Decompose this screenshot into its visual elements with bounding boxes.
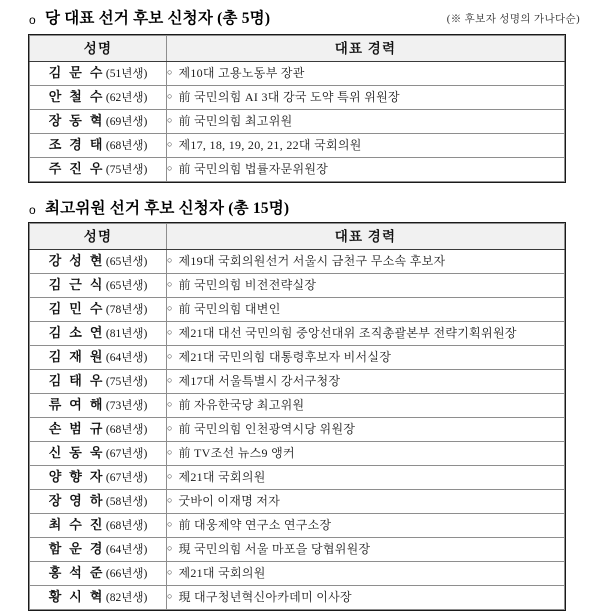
candidate-name: 김 근 식 <box>48 277 105 292</box>
circle-bullet-icon: ○ <box>167 543 173 554</box>
circle-bullet-icon: ○ <box>167 471 173 482</box>
candidate-name-cell <box>30 490 167 514</box>
candidate-name: 장 영 하 <box>48 493 105 508</box>
table-row <box>30 514 565 538</box>
candidate-name-cell <box>30 370 167 394</box>
candidate-name: 홍 석 준 <box>48 565 105 580</box>
table-row <box>30 346 565 370</box>
section-title: 당 대표 선거 후보 신청자 (총 5명) <box>45 10 271 27</box>
candidate-name-cell <box>30 466 167 490</box>
candidate-birth-year: (69년생) <box>105 116 148 128</box>
candidate-career-cell <box>167 322 565 346</box>
candidate-birth-year: (65년생) <box>105 256 148 268</box>
candidate-name: 조 경 태 <box>48 137 105 152</box>
candidate-career-text: 現 국민의힘 서울 마포을 당협위원장 <box>178 541 371 556</box>
candidate-career-text: 前 국민의힘 법률자문위원장 <box>178 161 329 176</box>
candidate-career-cell <box>167 274 565 298</box>
candidate-name-cell <box>30 110 167 134</box>
candidate-career-cell <box>167 110 565 134</box>
column-header-name: 성명 <box>30 224 167 250</box>
circle-bullet-icon: ○ <box>167 279 173 290</box>
candidate-career-text: 前 TV조선 뉴스9 앵커 <box>178 445 295 460</box>
table-row <box>30 442 565 466</box>
candidate-name-cell <box>30 134 167 158</box>
candidate-career-cell <box>167 466 565 490</box>
candidate-career-text: 제17, 18, 19, 20, 21, 22대 국회의원 <box>178 137 362 152</box>
candidate-name-cell <box>30 346 167 370</box>
candidate-name: 신 동 욱 <box>48 445 105 460</box>
candidate-birth-year: (51년생) <box>105 68 148 80</box>
candidate-career-cell <box>167 86 565 110</box>
candidate-name-cell <box>30 418 167 442</box>
candidate-career-text: 제21대 국회의원 <box>178 565 266 580</box>
candidate-career-cell <box>167 562 565 586</box>
candidate-career-text: 제19대 국회의원선거 서울시 금천구 무소속 후보자 <box>178 253 446 268</box>
candidate-name: 함 운 경 <box>48 541 105 556</box>
candidate-career-cell <box>167 346 565 370</box>
candidate-career-text: 前 국민의힘 최고위원 <box>178 113 293 128</box>
circle-bullet-icon: ○ <box>167 447 173 458</box>
candidates-table-container <box>28 222 566 611</box>
candidate-career-text: 前 국민의힘 인천광역시당 위원장 <box>178 421 356 436</box>
section-header <box>0 198 600 222</box>
candidate-career-cell <box>167 134 565 158</box>
candidate-career-cell <box>167 442 565 466</box>
section-bullet-icon: o <box>29 13 36 27</box>
candidate-birth-year: (67년생) <box>105 472 148 484</box>
section-header <box>0 8 600 32</box>
candidate-name: 류 여 해 <box>48 397 105 412</box>
circle-bullet-icon: ○ <box>167 399 173 410</box>
column-header-name: 성명 <box>30 36 167 62</box>
candidate-career-text: 前 국민의힘 비전전략실장 <box>178 277 317 292</box>
candidate-name: 김 재 원 <box>48 349 105 364</box>
candidate-career-text: 前 대웅제약 연구소 연구소장 <box>178 517 332 532</box>
candidate-career-text: 제10대 고용노동부 장관 <box>178 65 305 80</box>
table-row <box>30 62 565 86</box>
candidate-birth-year: (75년생) <box>105 164 148 176</box>
candidate-birth-year: (58년생) <box>105 496 148 508</box>
circle-bullet-icon: ○ <box>167 591 173 602</box>
candidate-birth-year: (82년생) <box>105 592 148 604</box>
circle-bullet-icon: ○ <box>167 495 173 506</box>
circle-bullet-icon: ○ <box>167 255 173 266</box>
circle-bullet-icon: ○ <box>167 423 173 434</box>
candidate-birth-year: (78년생) <box>105 304 148 316</box>
circle-bullet-icon: ○ <box>167 91 173 102</box>
candidate-birth-year: (73년생) <box>105 400 148 412</box>
candidate-birth-year: (64년생) <box>105 352 148 364</box>
table-row <box>30 490 565 514</box>
candidate-name: 황 시 혁 <box>48 589 105 604</box>
table-row <box>30 394 565 418</box>
candidate-name-cell <box>30 158 167 182</box>
candidate-name: 주 진 우 <box>48 161 105 176</box>
table-row <box>30 370 565 394</box>
candidate-name: 최 수 진 <box>48 517 105 532</box>
circle-bullet-icon: ○ <box>167 519 173 530</box>
candidate-birth-year: (68년생) <box>105 424 148 436</box>
candidate-name-cell <box>30 514 167 538</box>
candidate-career-cell <box>167 586 565 610</box>
candidate-name-cell <box>30 274 167 298</box>
candidate-name: 안 철 수 <box>48 89 105 104</box>
table-row <box>30 134 565 158</box>
candidate-career-text: 前 국민의힘 대변인 <box>178 301 281 316</box>
table-row <box>30 322 565 346</box>
section-bullet-icon: o <box>29 203 36 217</box>
candidate-name-cell <box>30 562 167 586</box>
column-header-career: 대표 경력 <box>167 224 565 250</box>
circle-bullet-icon: ○ <box>167 67 173 78</box>
candidate-career-text: 前 국민의힘 AI 3대 강국 도약 특위 위원장 <box>178 89 400 104</box>
candidate-career-cell <box>167 298 565 322</box>
candidate-career-text: 굿바이 이재명 저자 <box>178 493 281 508</box>
candidate-birth-year: (75년생) <box>105 376 148 388</box>
table-row <box>30 538 565 562</box>
candidate-birth-year: (65년생) <box>105 280 148 292</box>
candidate-career-text: 제21대 국민의힘 대통령후보자 비서실장 <box>178 349 392 364</box>
table-row <box>30 86 565 110</box>
table-row <box>30 562 565 586</box>
table-row <box>30 274 565 298</box>
candidate-career-cell <box>167 62 565 86</box>
circle-bullet-icon: ○ <box>167 139 173 150</box>
table-row <box>30 466 565 490</box>
candidate-name: 김 태 우 <box>48 373 105 388</box>
candidate-name-cell <box>30 298 167 322</box>
table-row <box>30 298 565 322</box>
candidate-name: 김 소 연 <box>48 325 105 340</box>
section-title: 최고위원 선거 후보 신청자 (총 15명) <box>45 200 290 217</box>
section-party-leader <box>0 8 600 176</box>
candidate-career-cell <box>167 370 565 394</box>
candidate-birth-year: (62년생) <box>105 92 148 104</box>
circle-bullet-icon: ○ <box>167 375 173 386</box>
column-header-career: 대표 경력 <box>167 36 565 62</box>
candidate-birth-year: (64년생) <box>105 544 148 556</box>
circle-bullet-icon: ○ <box>167 115 173 126</box>
candidates-table <box>29 35 565 182</box>
table-header-row <box>30 36 565 62</box>
candidate-birth-year: (81년생) <box>105 328 148 340</box>
candidate-name: 김 민 수 <box>48 301 105 316</box>
candidate-name: 양 향 자 <box>48 469 105 484</box>
candidate-name-cell <box>30 62 167 86</box>
candidate-birth-year: (68년생) <box>105 520 148 532</box>
candidate-birth-year: (66년생) <box>105 568 148 580</box>
table-row <box>30 158 565 182</box>
candidate-career-cell <box>167 490 565 514</box>
circle-bullet-icon: ○ <box>167 351 173 362</box>
candidate-career-cell <box>167 250 565 274</box>
section-supreme-council <box>0 198 600 604</box>
candidate-birth-year: (68년생) <box>105 140 148 152</box>
candidate-career-text: 現 대구청년혁신아카데미 이사장 <box>178 589 352 604</box>
table-row <box>30 110 565 134</box>
candidate-name-cell <box>30 322 167 346</box>
candidate-career-cell <box>167 418 565 442</box>
candidate-name-cell <box>30 250 167 274</box>
candidate-birth-year: (67년생) <box>105 448 148 460</box>
circle-bullet-icon: ○ <box>167 163 173 174</box>
candidate-name-cell <box>30 586 167 610</box>
candidate-career-text: 제21대 국회의원 <box>178 469 266 484</box>
table-row <box>30 250 565 274</box>
candidate-name-cell <box>30 442 167 466</box>
candidate-career-cell <box>167 158 565 182</box>
circle-bullet-icon: ○ <box>167 303 173 314</box>
candidate-career-text: 前 자유한국당 최고위원 <box>178 397 305 412</box>
candidate-name-cell <box>30 86 167 110</box>
candidate-name: 장 동 혁 <box>48 113 105 128</box>
candidate-career-cell <box>167 394 565 418</box>
candidate-career-cell <box>167 514 565 538</box>
circle-bullet-icon: ○ <box>167 567 173 578</box>
candidate-name-cell <box>30 538 167 562</box>
candidate-name: 김 문 수 <box>48 65 105 80</box>
candidates-table <box>29 223 565 610</box>
table-header-row <box>30 224 565 250</box>
candidate-career-text: 제17대 서울특별시 강서구청장 <box>178 373 341 388</box>
candidate-career-text: 제21대 대선 국민의힘 중앙선대위 조직총괄본부 전략기획위원장 <box>178 325 517 340</box>
candidates-table-container <box>28 34 566 183</box>
table-row <box>30 586 565 610</box>
candidate-career-cell <box>167 538 565 562</box>
circle-bullet-icon: ○ <box>167 327 173 338</box>
table-row <box>30 418 565 442</box>
candidate-name-cell <box>30 394 167 418</box>
section-note: (※ 후보자 성명의 가나다순) <box>446 14 580 25</box>
candidate-name: 강 성 현 <box>48 253 105 268</box>
candidate-name: 손 범 규 <box>48 421 105 436</box>
